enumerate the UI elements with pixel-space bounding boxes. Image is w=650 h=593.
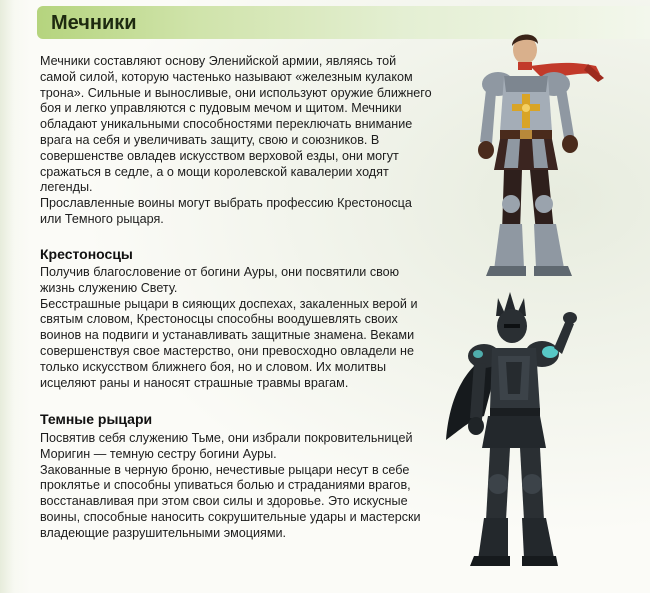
crusaders-heading: Крестоносцы xyxy=(40,246,133,262)
page-title: Мечники xyxy=(51,12,137,34)
crusaders-section xyxy=(40,265,435,391)
dark-knight-figure xyxy=(440,290,590,575)
intro-paragraph-2: Прославленные воины могут выбрать профессию Крестоносца или Темного рыцаря. xyxy=(40,196,412,226)
dark-knights-paragraph-2: Закованные в черную броню, нечестивые рыцари несут в себе проклятье и способны упиваться болью и страданиями врагов, восстанавливая при этом свои силы и здоровье. Это искусные воины, способные наносить сокрушительные удары и мастерски владеющие разрушительными эмоциями. xyxy=(40,462,421,540)
crusader-knight-figure xyxy=(468,20,618,290)
intro-paragraph-1: Мечники составляют основу Эленийской армии, являясь той самой силой, которую частенько называют «железным кулаком трона». Сильные и выносливые, они используют оружие ближнего боя и легко управляются с пудовым мечом и щитом. Мечники обладают уникальными способностями переключать внимание врага на себя и увеличивать защиту, свою и союзников. В совершенстве овладев искусством верховой езды, они могут сражаться в седле, а о мощи королевской кавалерии ходят легенды. xyxy=(40,54,432,195)
crusaders-paragraph-1: Получив благословение от богини Ауры, они посвятили свою жизнь служению Свету. xyxy=(40,265,400,295)
crusaders-paragraph-2: Бесстрашные рыцари в сияющих доспехах, закаленных верой и святым словом, Крестоносцы способны воодушевлять своих воинов на подвиги и устанавливать защитные знамена. Веками совершенствуя свое мастерство, они превосходно овладели не только искусством ближнего боя, но и словом. Их молитвы исцеляют раны и наносят страшные травмы врагам. xyxy=(40,296,418,390)
intro-section xyxy=(40,54,435,228)
dark-knights-heading: Темные рыцари xyxy=(40,411,153,427)
dark-knights-section xyxy=(40,431,435,542)
dark-knights-paragraph-1: Посвятив себя служению Тьме, они избрали покровительницей Моригин — темную сестру богини Ауры. xyxy=(40,431,413,461)
